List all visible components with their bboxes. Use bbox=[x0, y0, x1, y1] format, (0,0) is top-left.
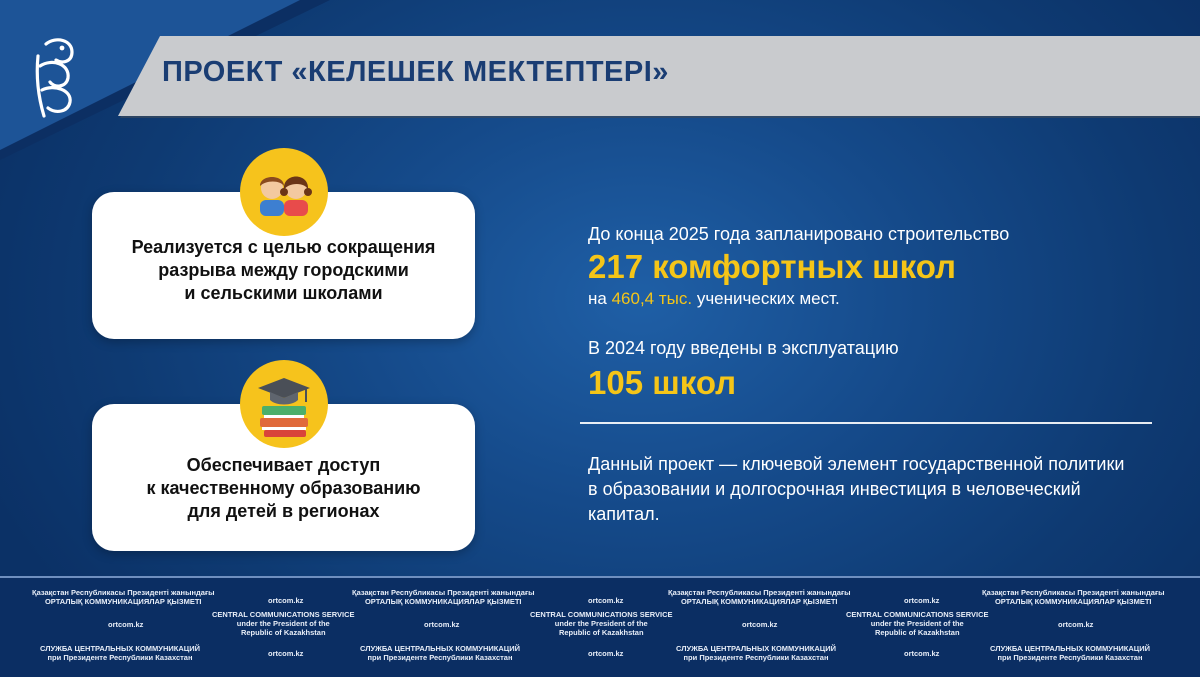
construction-plan-text: До конца 2025 года запланировано строительство bbox=[588, 224, 1010, 244]
card-text: Обеспечивает доступ к качественному образованию для детей в регионах bbox=[146, 455, 421, 521]
footer-site: ortcom.kz bbox=[904, 649, 940, 658]
footer-en: CENTRAL COMMUNICATIONS SERVICE under the President of the Republic of Kazakhstan bbox=[530, 610, 673, 637]
schools-planned-highlight: 217 комфортных школ bbox=[588, 248, 957, 285]
footer-site: ortcom.kz bbox=[588, 596, 624, 605]
student-places-suffix: ученических мест. bbox=[696, 289, 840, 308]
project-description: Данный проект — ключевой элемент государственной политики в образовании и долгосрочная инвестиция в человеческий капитал. bbox=[588, 454, 1125, 524]
snow-leopard-emblem-icon bbox=[32, 36, 80, 120]
footer-site: ortcom.kz bbox=[268, 596, 304, 605]
footer-site: ortcom.kz bbox=[1058, 620, 1094, 629]
footer-kz: Қазақстан Республикасы Президенті жанындағы ОРТАЛЫҚ КОММУНИКАЦИЯЛАР ҚЫЗМЕТІ bbox=[668, 588, 851, 606]
footer-en: CENTRAL COMMUNICATIONS SERVICE under the President of the Republic of Kazakhstan bbox=[212, 610, 355, 637]
footer-kz: Қазақстан Республикасы Президенті жанындағы ОРТАЛЫҚ КОММУНИКАЦИЯЛАР ҚЫЗМЕТІ bbox=[32, 588, 215, 606]
footer-kz: Қазақстан Республикасы Президенті жанындағы ОРТАЛЫҚ КОММУНИКАЦИЯЛАР ҚЫЗМЕТІ bbox=[352, 588, 535, 606]
divider bbox=[580, 422, 1152, 424]
student-places-value: 460,4 тыс. bbox=[611, 289, 693, 308]
graduation-books-icon bbox=[240, 360, 328, 448]
footer-site: ortcom.kz bbox=[742, 620, 778, 629]
footer-site: ortcom.kz bbox=[108, 620, 144, 629]
footer-kz: Қазақстан Республикасы Президенті жанындағы ОРТАЛЫҚ КОММУНИКАЦИЯЛАР ҚЫЗМЕТІ bbox=[982, 588, 1165, 606]
card-text: Реализуется с целью сокращения разрыва между городскими и сельскими школами bbox=[131, 237, 436, 303]
footer-site: ortcom.kz bbox=[588, 649, 624, 658]
footer-ru: СЛУЖБА ЦЕНТРАЛЬНЫХ КОММУНИКАЦИЙ при Президенте Республики Казахстан bbox=[990, 644, 1151, 662]
footer-site: ortcom.kz bbox=[268, 649, 304, 658]
footer-ru: СЛУЖБА ЦЕНТРАЛЬНЫХ КОММУНИКАЦИЙ при Президенте Республики Казахстан bbox=[360, 644, 521, 662]
page-title: ПРОЕКТ «КЕЛЕШЕК МЕКТЕПТЕРІ» bbox=[162, 56, 669, 88]
footer-site: ortcom.kz bbox=[424, 620, 460, 629]
footer-en: CENTRAL COMMUNICATIONS SERVICE under the President of the Republic of Kazakhstan bbox=[846, 610, 989, 637]
student-places-prefix: на bbox=[588, 289, 607, 308]
footer-site: ortcom.kz bbox=[904, 596, 940, 605]
footer-ru: СЛУЖБА ЦЕНТРАЛЬНЫХ КОММУНИКАЦИЙ при Президенте Республики Казахстан bbox=[676, 644, 837, 662]
commissioned-text: В 2024 году введены в эксплуатацию bbox=[588, 338, 899, 358]
children-icon bbox=[240, 148, 328, 236]
schools-commissioned-highlight: 105 школ bbox=[588, 364, 737, 401]
student-places-text bbox=[588, 289, 840, 309]
footer-watermark bbox=[0, 576, 1200, 677]
footer-ru: СЛУЖБА ЦЕНТРАЛЬНЫХ КОММУНИКАЦИЙ при Президенте Республики Казахстан bbox=[40, 644, 201, 662]
